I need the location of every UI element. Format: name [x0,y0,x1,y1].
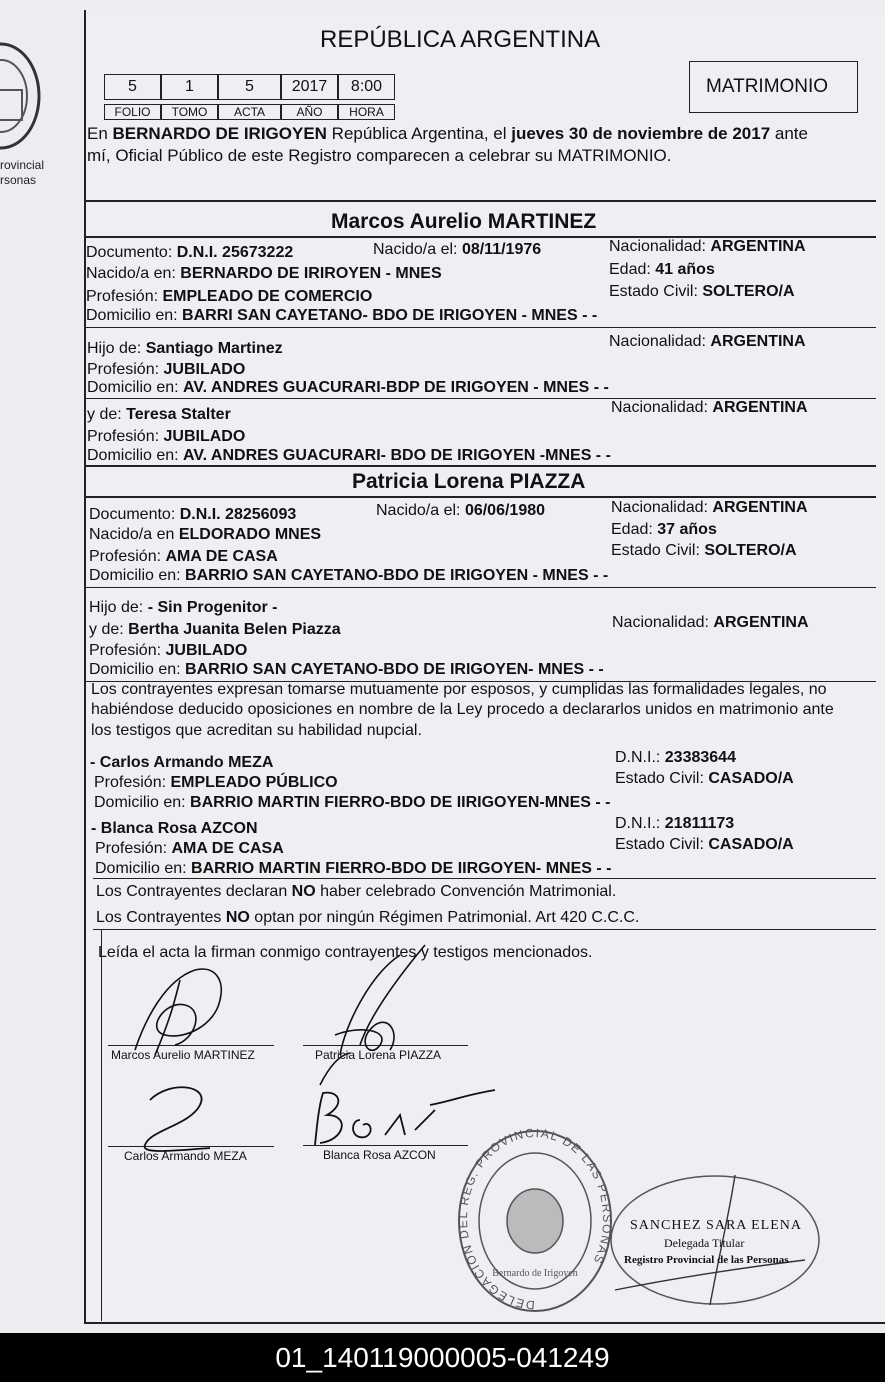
tomo-label: TOMO [161,104,218,120]
witness1-civil-status: Estado Civil: CASADO/A [615,770,794,787]
spouse1-mother-address: Domicilio en: AV. ANDRES GUACURARI- BDO DE IRIGOYEN -MNES - - [87,447,611,464]
spouse2-address: Domicilio en: BARRIO SAN CAYETANO-BDO DE IRIGOYEN - MNES - - [89,567,609,584]
signature-scribble-1 [125,960,235,1060]
declaration-line-3: los testigos que acreditan su habilidad nupcial. [91,722,422,739]
acta-label: ACTA [218,104,281,120]
spouse2-nationality: Nacionalidad: ARGENTINA [611,499,808,516]
spouse1-civil-status: Estado Civil: SOLTERO/A [609,283,795,300]
divider [86,465,876,467]
witness1-address: Domicilio en: BARRIO MARTIN FIERRO-BDO DE IIRIGOYEN-MNES - - [94,794,611,811]
spouse1-father-address: Domicilio en: AV. ANDRES GUACURARI-BDP DE IRIGOYEN - MNES - - [87,379,609,396]
tomo-value: 1 [161,74,218,100]
spouse1-mother: y de: Teresa Stalter [87,406,231,423]
spouse2-age: Edad: 37 años [611,521,717,538]
spouse1-birthplace: Nacido/a en: BERNARDO DE IRIROYEN - MNES [86,265,442,282]
intro-line-1: En BERNARDO DE IRIGOYEN República Argentina, el jueves 30 de noviembre de 2017 ante [87,124,808,143]
spouse1-age: Edad: 41 años [609,261,715,278]
spouse2-civil-status: Estado Civil: SOLTERO/A [611,542,797,559]
spouse1-mother-nationality: Nacionalidad: ARGENTINA [611,399,808,416]
witness2-dni: D.N.I.: 21811173 [615,815,735,832]
closing-statement: Leída el acta la firman conmigo contrayentes y testigos mencionados. [98,944,593,961]
official-name: SANCHEZ SARA ELENA [630,1218,803,1233]
left-margin-text-2: rsonas [0,173,37,187]
spouse1-father-profession: Profesión: JUBILADO [87,361,246,378]
divider [86,200,876,202]
divider [93,878,876,879]
year-value: 2017 [281,74,338,100]
spouse1-name: Marcos Aurelio MARTINEZ [331,210,597,233]
record-type: MATRIMONIO [706,76,829,97]
spouse2-name: Patricia Lorena PIAZZA [352,470,586,493]
spouse1-address: Domicilio en: BARRI SAN CAYETANO- BDO DE IRIGOYEN - MNES - - [86,307,598,324]
declaration-line-2: habiéndose deducido oposiciones en nombre de la Ley procedo a declararlos unidos en matrimonio ante [91,701,834,718]
spouse1-nationality: Nacionalidad: ARGENTINA [609,238,806,255]
signature-box-left-edge [101,929,102,1321]
spouse2-father: Hijo de: - Sin Progenitor - [89,599,278,616]
spouse1-profession: Profesión: EMPLEADO DE COMERCIO [86,288,373,305]
spouse1-mother-profession: Profesión: JUBILADO [87,428,246,445]
divider [86,327,876,328]
spouse2-document: Documento: D.N.I. 28256093 [89,506,297,523]
spouse2-mother: y de: Bertha Juanita Belen Piazza [89,621,341,638]
spouse2-birthdate: Nacido/a el: 06/06/1980 [376,502,546,519]
signature-label-2: Patricia Lorena PIAZZA [315,1048,442,1062]
spouse1-document: Documento: D.N.I. 25673222 [86,244,294,261]
spouse1-father: Hijo de: Santiago Martinez [87,340,283,357]
spouse1-birthdate: Nacido/a el: 08/11/1976 [373,241,542,258]
regime-statement: Los Contrayentes NO optan por ningún Régimen Patrimonial. Art 420 C.C.C. [96,909,640,926]
intro-line-2: mí, Oficial Público de este Registro comparecen a celebrar su MATRIMONIO. [87,146,672,165]
registry-stamp [455,1126,615,1316]
spouse2-mother-address: Domicilio en: BARRIO SAN CAYETANO-BDO DE IRIGOYEN- MNES - - [89,661,604,678]
left-seal-fragment [0,40,42,152]
spouse2-birthplace: Nacido/a en ELDORADO MNES [89,526,322,543]
spouse2-mother-nationality: Nacionalidad: ARGENTINA [612,614,809,631]
acta-value: 5 [218,74,281,100]
divider [86,587,876,588]
folio-value: 5 [104,74,161,100]
hour-value: 8:00 [338,74,395,100]
year-label: AÑO [281,104,338,120]
svg-text:Bernardo de Irigoyen: Bernardo de Irigoyen [492,1268,578,1279]
convention-statement: Los Contrayentes declaran NO haber celebrado Convención Matrimonial. [96,883,617,900]
spouse2-profession: Profesión: AMA DE CASA [89,548,278,565]
document-id-footer: 01_140119000005-041249 [0,1333,885,1382]
left-margin-text-1: rovincial [0,158,45,172]
signature-scribble-2 [300,935,450,1095]
spouse1-father-nationality: Nacionalidad: ARGENTINA [609,333,806,350]
witness1-name: - Carlos Armando MEZA [90,754,274,771]
signature-label-3: Carlos Armando MEZA [124,1149,247,1163]
witness2-name: - Blanca Rosa AZCON [91,820,258,837]
folio-label: FOLIO [104,104,161,120]
spouse2-mother-profession: Profesión: JUBILADO [89,642,248,659]
signature-label-1: Marcos Aurelio MARTINEZ [111,1048,255,1062]
hour-label: HORA [338,104,395,120]
signature-label-4: Blanca Rosa AZCON [323,1148,436,1162]
signature-scribble-3 [130,1080,230,1160]
witness2-civil-status: Estado Civil: CASADO/A [615,836,794,853]
svg-text:DELEGACION DEL REG. PROVINCIAL: DELEGACION DEL REG. PROVINCIAL DE LAS PERSONAS [455,1126,615,1313]
country-title: REPÚBLICA ARGENTINA [320,26,601,53]
official-role: Delegada Titular [664,1236,745,1250]
official-organization: Registro Provincial de las Personas [624,1254,789,1266]
witness1-dni: D.N.I.: 23383644 [615,749,736,766]
divider [93,929,876,930]
witness2-profession: Profesión: AMA DE CASA [95,840,284,857]
witness1-profession: Profesión: EMPLEADO PÚBLICO [94,774,338,791]
witness2-address: Domicilio en: BARRIO MARTIN FIERRO-BDO DE IIRGOYEN- MNES - - [95,860,612,877]
declaration-line-1: Los contrayentes expresan tomarse mutuamente por esposos, y cumplidas las formalidades legales, no [91,681,827,698]
